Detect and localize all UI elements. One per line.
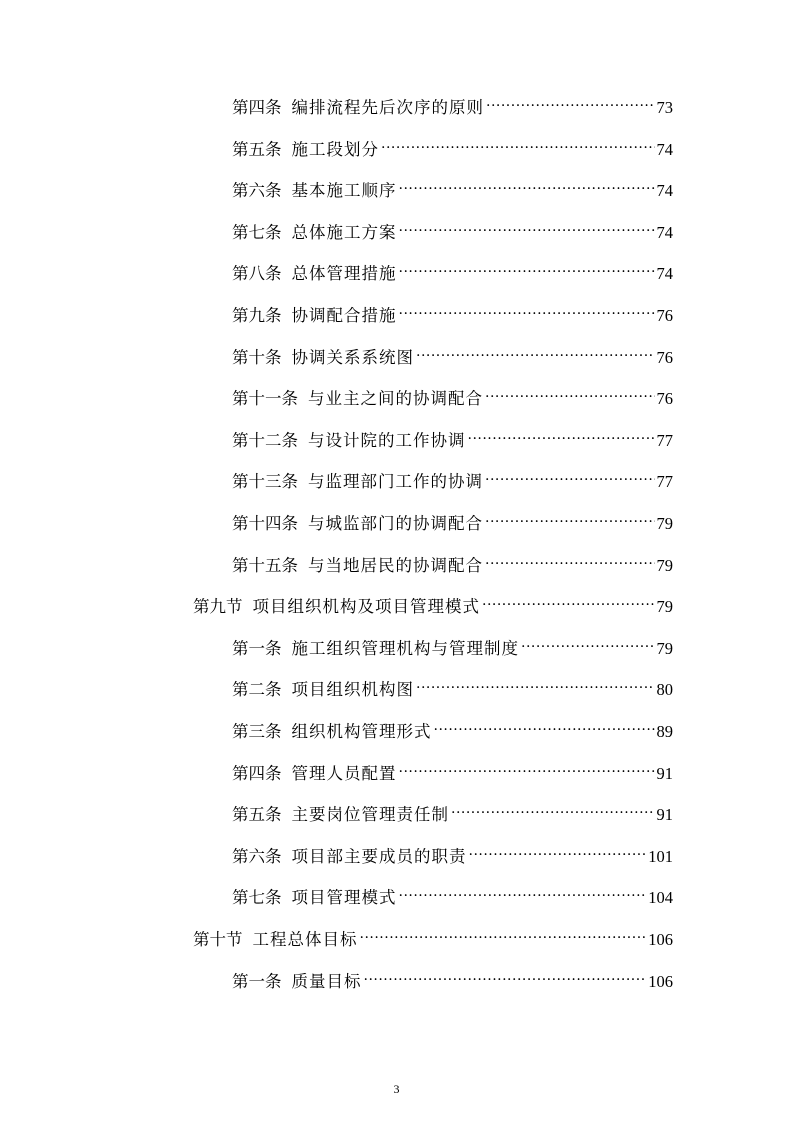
toc-entry-number: 第七条 (232, 888, 282, 908)
toc-entry-title: 编排流程先后次序的原则 (291, 98, 484, 117)
dot-leader (469, 838, 647, 862)
toc-section-entry[interactable] (193, 921, 673, 949)
toc-entry-number: 第十四条 (232, 514, 298, 533)
toc-entry-title: 与监理部门工作的协调 (308, 472, 483, 492)
toc-entry[interactable] (232, 879, 673, 908)
dot-leader (399, 297, 655, 321)
toc-entry[interactable] (232, 630, 673, 658)
toc-entry-page: 76 (656, 389, 673, 409)
toc-entry-title: 与城监部门的协调配合 (308, 514, 483, 533)
dot-leader (521, 630, 655, 654)
toc-entry[interactable] (232, 339, 673, 367)
toc-entry-page: 74 (656, 222, 673, 242)
toc-entry[interactable] (232, 713, 673, 741)
toc-entry[interactable] (232, 380, 673, 409)
toc-entry-title: 主要岗位管理责任制 (291, 805, 449, 825)
toc-entry-title: 与设计院的工作协调 (308, 430, 466, 450)
toc-entry-title: 总体施工方案 (291, 222, 397, 242)
dot-leader (399, 879, 647, 903)
toc-entry-page: 74 (656, 264, 673, 284)
dot-leader (486, 89, 655, 113)
toc-entry[interactable] (232, 422, 673, 450)
toc-entry-number: 第五条 (232, 139, 282, 159)
dot-leader (399, 755, 655, 779)
toc-entry[interactable] (232, 172, 673, 201)
toc-entry-number: 第十五条 (232, 555, 298, 575)
toc-entry-page: 91 (656, 805, 673, 825)
toc-entry-title: 总体管理措施 (291, 264, 397, 284)
toc-entry-title: 基本施工顺序 (291, 181, 397, 201)
toc-entry-number: 第三条 (232, 722, 282, 741)
toc-entry-title: 组织机构管理形式 (291, 722, 432, 741)
page-number: 3 (393, 1082, 400, 1096)
dot-leader (399, 214, 655, 238)
toc-entry-title: 协调配合措施 (291, 306, 397, 325)
toc-entry-number: 第九条 (232, 306, 282, 325)
dot-leader (468, 422, 655, 446)
toc-entry-page: 80 (656, 680, 673, 700)
dot-leader (485, 547, 655, 571)
toc-entry-number: 第一条 (232, 971, 282, 991)
toc-entry-number: 第十一条 (232, 389, 298, 409)
toc-entry-page: 77 (656, 472, 673, 492)
dot-leader (485, 380, 655, 404)
toc-entry[interactable] (232, 963, 673, 991)
toc-entry[interactable] (232, 547, 673, 575)
toc-entry-number: 第七条 (232, 222, 282, 242)
dot-leader (451, 796, 655, 820)
toc-entry-title: 与业主之间的协调配合 (308, 389, 483, 409)
toc-entry-page: 101 (648, 846, 673, 866)
toc-entry-number: 第九节 (193, 597, 243, 617)
dot-leader (364, 963, 647, 987)
toc-entry[interactable] (232, 463, 673, 492)
toc-entry-page: 74 (656, 181, 673, 201)
toc-entry-title: 项目组织机构图 (291, 680, 414, 700)
toc-entry-number: 第十节 (193, 930, 243, 949)
toc-entry-number: 第十二条 (232, 430, 298, 450)
toc-entry[interactable] (232, 255, 673, 284)
toc-entry[interactable] (232, 131, 673, 159)
toc-entry-page: 104 (648, 888, 673, 908)
dot-leader (399, 172, 655, 196)
toc-entry-number: 第十条 (232, 347, 282, 367)
toc-entry-page: 73 (656, 98, 673, 117)
toc-entry-title: 施工组织管理机构与管理制度 (291, 638, 519, 658)
toc-entry-page: 79 (656, 597, 673, 617)
toc-entry-page: 89 (656, 722, 673, 741)
toc-entry-number: 第四条 (232, 763, 282, 783)
toc-section-entry[interactable] (193, 588, 673, 617)
toc-entry-title: 工程总体目标 (252, 930, 358, 949)
toc-entry-number: 第十三条 (232, 472, 298, 492)
dot-leader (482, 588, 655, 612)
toc-entry-number: 第二条 (232, 680, 282, 700)
toc-entry-page: 79 (656, 638, 673, 658)
toc-entry[interactable] (232, 214, 673, 242)
dot-leader (434, 713, 655, 737)
toc-entry-page: 106 (648, 971, 673, 991)
toc-entry-title: 协调关系系统图 (291, 347, 414, 367)
toc-entry[interactable] (232, 505, 673, 533)
toc-entry[interactable] (232, 297, 673, 325)
dot-leader (485, 463, 655, 487)
toc-entry-title: 管理人员配置 (291, 763, 397, 783)
toc-entry-number: 第六条 (232, 846, 282, 866)
toc-entry-title: 施工段划分 (291, 139, 379, 159)
toc-entry-title: 质量目标 (291, 971, 362, 991)
toc-entry-number: 第一条 (232, 638, 282, 658)
toc-entry-page: 91 (656, 763, 673, 783)
toc-entry-number: 第五条 (232, 805, 282, 825)
toc-entry-page: 79 (656, 555, 673, 575)
toc-entry[interactable] (232, 755, 673, 783)
toc-entry[interactable] (232, 89, 673, 117)
toc-entry-page: 76 (656, 306, 673, 325)
toc-entry[interactable] (232, 671, 673, 700)
dot-leader (360, 921, 647, 945)
toc-entry[interactable] (232, 796, 673, 825)
toc-entry-title: 项目组织机构及项目管理模式 (252, 597, 480, 617)
dot-leader (399, 255, 655, 279)
toc-entry-number: 第六条 (232, 181, 282, 201)
toc-entry-title: 与当地居民的协调配合 (308, 555, 483, 575)
toc-entry-number: 第四条 (232, 98, 282, 117)
toc-entry-page: 76 (656, 347, 673, 367)
toc-entry-title: 项目部主要成员的职责 (291, 846, 467, 866)
dot-leader (485, 505, 655, 529)
toc-entry[interactable] (232, 838, 673, 866)
toc-entry-number: 第八条 (232, 264, 282, 284)
toc-entry-page: 77 (656, 430, 673, 450)
toc-entry-title: 项目管理模式 (291, 888, 397, 908)
toc-entry-page: 74 (656, 139, 673, 159)
toc-entry-page: 106 (648, 930, 673, 949)
dot-leader (416, 671, 655, 695)
dot-leader (416, 339, 655, 363)
toc-entry-page: 79 (656, 514, 673, 533)
dot-leader (381, 131, 655, 155)
